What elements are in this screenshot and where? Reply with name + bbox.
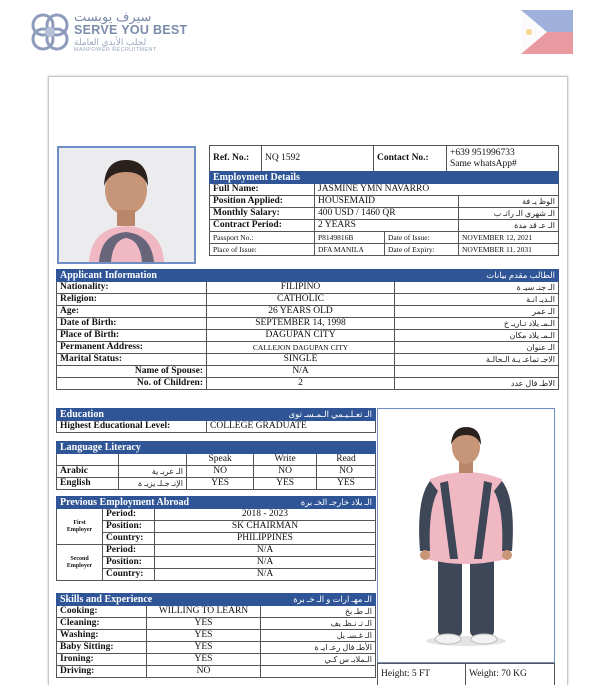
ref-contact-table xyxy=(209,145,559,172)
salary-label: Monthly Salary: xyxy=(210,208,315,220)
table-row: Cooking: WILLING TO LEARN الـ طـ بخ xyxy=(57,606,376,618)
language-table xyxy=(56,441,376,490)
applicant-photo-fullbody xyxy=(377,408,555,663)
applicant-info-table xyxy=(56,269,559,390)
table-row: Permanent Address: CALLEJON DAGUPAN CITY الـ عنوان xyxy=(57,342,559,354)
weight-value: Weight: 70 KG xyxy=(466,664,555,685)
ref-value: NQ 1592 xyxy=(262,146,374,172)
table-row: Washing: YES الـ غـسـ يل xyxy=(57,630,376,642)
table-row: Religion: CATHOLIC الـديـ انـة xyxy=(57,294,559,306)
education-label: Highest Educational Level: xyxy=(57,421,207,433)
previous-section-title: Previous Employment Abroad الـ بلاد خارجـ الخـ برة xyxy=(57,497,376,509)
table-row: Driving: NO xyxy=(57,666,376,678)
salary-arabic: الـ شهري الـ راتـ ب xyxy=(459,208,559,220)
logo-arabic-sub: لجلب الأيدي العاملة xyxy=(74,37,147,47)
place-issue-value: DFA MANILA xyxy=(315,244,385,256)
contract-arabic: الـ عـ قد مدة xyxy=(459,220,559,232)
issue-date-label: Date of Issue: xyxy=(385,232,459,244)
table-row: No. of Children: 2 الاطـ فال عدد xyxy=(57,378,559,390)
contract-label: Contract Period: xyxy=(210,220,315,232)
table-row: Place of Birth: DAGUPAN CITY الـمـ يلاد مكان xyxy=(57,330,559,342)
table-row: Cleaning: YES الـ تـ نـظـ يف xyxy=(57,618,376,630)
education-table xyxy=(56,408,376,433)
language-section-title: Language Literacy xyxy=(57,442,376,454)
col-speak: Speak xyxy=(187,454,254,466)
contact-value: +639 951996733 Same whatsApp# xyxy=(447,146,559,172)
table-row: Age: 26 YEARS OLD الـ عمر xyxy=(57,306,559,318)
passport-label: Passport No.: xyxy=(210,232,315,244)
logo-subtitle: MANPOWER RECRUITMENT xyxy=(74,47,157,53)
skills-section-title: Skills and Experience الـ مهـ ارات و الـ خـ برة xyxy=(57,594,376,606)
expiry-date-value: NOVEMBER 11, 2031 xyxy=(459,244,559,256)
employment-section-title: Employment Details xyxy=(210,172,559,184)
previous-employment-table: Previous Employment Abroad الـ بلاد خارجـ الخـ برة First Employer Period: 2018 - 2023 Position: SK CHAIRMAN Country: PHILIPPINES Second Employer Period: N/A Position: N/A Country: N/A xyxy=(56,496,376,581)
position-value: HOUSEMAID xyxy=(315,196,459,208)
issue-date-value: NOVEMBER 12, 2021 xyxy=(459,232,559,244)
applicant-section-title: Applicant Information الطالب مقدم بيانات xyxy=(57,270,559,282)
philippines-flag-icon xyxy=(521,10,573,54)
table-row: Baby Sitting: YES الأطـ فال رعـ ايـ ة xyxy=(57,642,376,654)
expiry-date-label: Date of Expiry: xyxy=(385,244,459,256)
contact-label: Contact No.: xyxy=(374,146,447,172)
height-value: Height: 5 FT xyxy=(378,664,466,685)
education-value: COLLEGE GRADUATE xyxy=(207,421,376,433)
table-row: Marital Status: SINGLE الاجـ تماعـ يـة الـحالـة xyxy=(57,354,559,366)
table-row: Name of Spouse: N/A xyxy=(57,366,559,378)
physical-table xyxy=(377,663,555,685)
first-employer-label: First Employer xyxy=(57,509,103,545)
contract-value: 2 YEARS xyxy=(315,220,459,232)
place-issue-label: Place of Issue: xyxy=(210,244,315,256)
table-row: Date of Birth: SEPTEMBER 14, 1998 الـمـ يلاد تـاريـ خ xyxy=(57,318,559,330)
employment-details-table xyxy=(209,171,559,256)
salary-value: 400 USD / 1460 QR xyxy=(315,208,459,220)
skills-table xyxy=(56,593,376,678)
table-row: Arabic الـ عربـ ية NO NO NO xyxy=(57,466,376,478)
full-name-value: JASMINE YMN NAVARRO xyxy=(315,184,559,196)
col-write: Write xyxy=(254,454,317,466)
second-employer-label: Second Employer xyxy=(57,545,103,581)
table-row: Ironing: YES الـملابـ س كـي xyxy=(57,654,376,666)
table-row: English الإنـ جـلـ يزيـ ة YES YES YES xyxy=(57,478,376,490)
position-arabic: الوظ يـ فة xyxy=(459,196,559,208)
passport-value: P8149816B xyxy=(315,232,385,244)
logo-rings-icon xyxy=(28,10,72,54)
col-read: Read xyxy=(317,454,376,466)
education-section-title: Education الـ تعـلـيـمي الـمـسـ توى xyxy=(57,409,376,421)
company-logo xyxy=(28,10,188,56)
logo-arabic: سيرف يوبست xyxy=(74,9,152,24)
full-name-label: Full Name: xyxy=(210,184,315,196)
position-label: Position Applied: xyxy=(210,196,315,208)
applicant-photo-portrait xyxy=(57,146,196,264)
logo-english: SERVE YOU BEST xyxy=(74,23,188,37)
ref-label: Ref. No.: xyxy=(210,146,262,172)
table-row: Nationality: FILIPINO الـ جنـ سيـ ة xyxy=(57,282,559,294)
